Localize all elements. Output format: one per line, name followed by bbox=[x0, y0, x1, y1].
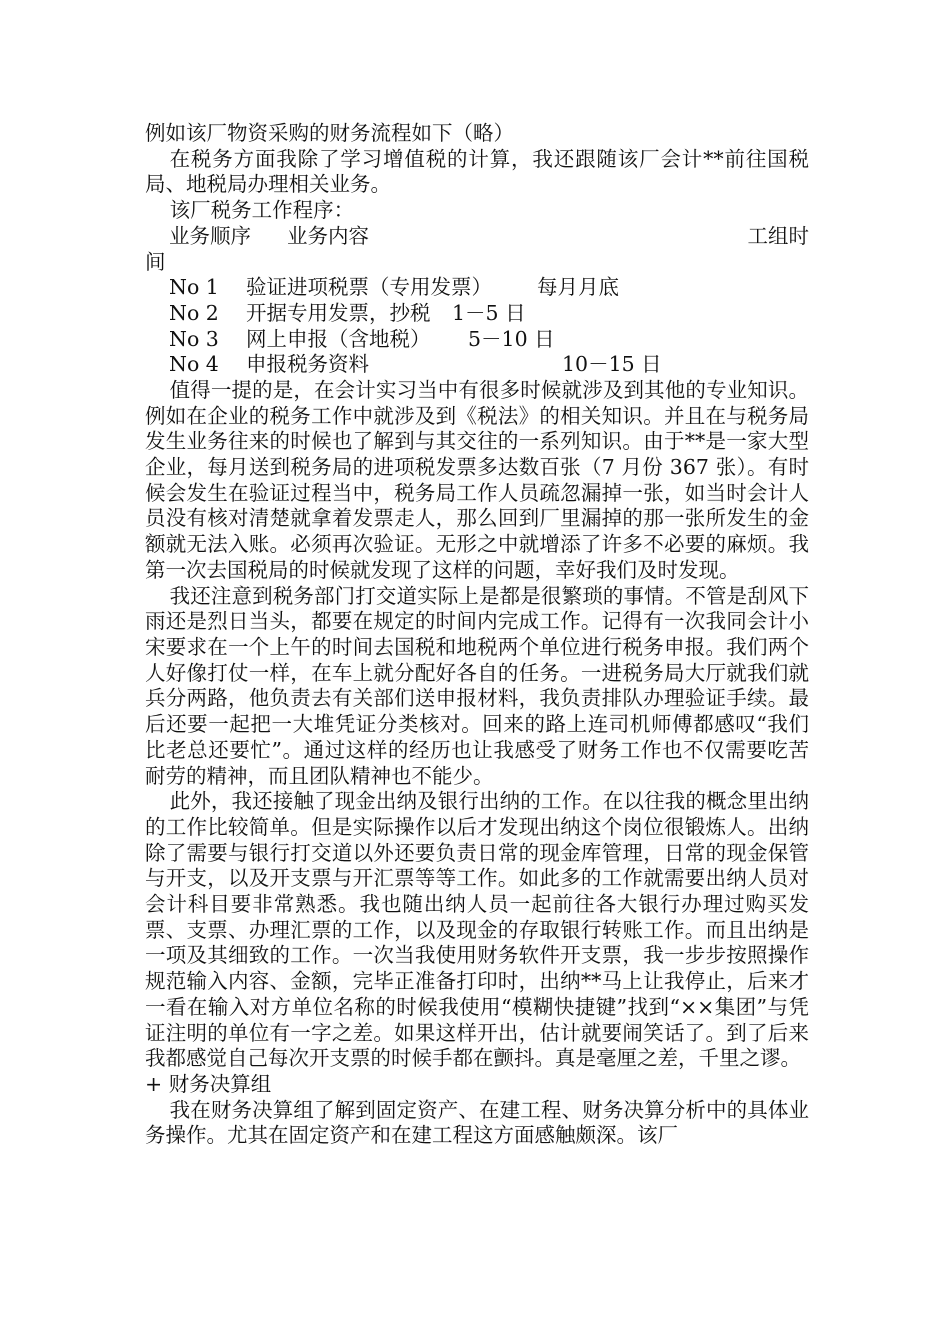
header-order: 业务顺序 bbox=[169, 223, 251, 248]
row-content: 开据专用发票，抄税 bbox=[246, 300, 431, 325]
row-no: No 2 bbox=[169, 300, 219, 325]
row-content: 网上申报（含地税） bbox=[246, 326, 431, 351]
row-no: No 4 bbox=[169, 352, 219, 377]
intro-line: 例如该厂物资采购的财务流程如下（略） bbox=[145, 121, 514, 145]
program-title: 该厂税务工作程序： bbox=[169, 198, 355, 223]
row-time: 每月月底 bbox=[537, 275, 619, 300]
table-row bbox=[145, 327, 809, 353]
body-paragraph: 此外，我还接触了现金出纳及银行出纳的工作。在以往我的概念里出纳的工作比较简单。但是实际操作以后才发现出纳这个岗位很锻炼人。出纳除了需要与银行打交道以外还要负责日常的现金库管理，日常的现金保管与开支，以及开支票与开汇票等等工作。如此多的工作就需要出纳人员对会计科目要非常熟悉。我也随出纳人员一起前往各大银行办理过购买发票、支票、办理汇票的工作，以及现金的存取银行转账工作。而且出纳是一项及其细致的工作。一次当我使用财务软件开支票，我一步步按照操作规范输入内容、金额，完毕正准备打印时，出纳**马上让我停止，后来才一看在输入对方单位名称的时候我使用“模糊快捷键”找到“××集团”与凭证注明的单位有一字之差。如果这样开出，估计就要闹笑话了。到了后来我都感觉自己每次开支票的时候手都在颤抖。真是毫厘之差，千里之谬。 bbox=[145, 789, 809, 1071]
row-no: No 1 bbox=[169, 275, 219, 300]
row-time: 5－10 日 bbox=[468, 326, 555, 351]
row-no: No 3 bbox=[169, 326, 219, 351]
header-time-wrap: 间 bbox=[145, 249, 166, 274]
header-content: 业务内容 bbox=[287, 223, 369, 248]
header-time: 工组时 bbox=[747, 223, 809, 248]
row-content: 申报税务资料 bbox=[246, 352, 369, 377]
body-paragraph: 我还注意到税务部门打交道实际上是都是很繁琐的事情。不管是刮风下雨还是烈日当头，都要在规定的时间内完成工作。记得有一次我同会计小宋要求在一个上午的时间去国税和地税两个单位进行税务申报。我们两个人好像打仗一样，在车上就分配好各自的任务。一进税务局大厅就我们就兵分两路，他负责去有关部们送申报材料，我负责排队办理验证手续。最后还要一起把一大堆凭证分类核对。回来的路上连司机师傅都感叹“我们比老总还要忙”。通过这样的经历也让我感受了财务工作也不仅需要吃苦耐劳的精神，而且团队精神也不能少。 bbox=[145, 583, 809, 788]
body-paragraph: 值得一提的是，在会计实习当中有很多时候就涉及到其他的专业知识。例如在企业的税务工作中就涉及到《税法》的相关知识。并且在与税务局发生业务往来的时候也了解到与其交往的一系列知识。由于**是一家大型企业，每月送到税务局的进项税发票多达数百张（7 月份 367 张）。有时候会发生在验证过程当中，税务局工作人员疏忽漏掉一张，如当时会计人员没有核对清楚就拿着发票走人，那么回到厂里漏掉的那一张所发生的金额就无法入账。必须再次验证。无形之中就增添了许多不必要的麻烦。我第一次去国税局的时候就发现了这样的问题，幸好我们及时发现。 bbox=[145, 377, 809, 582]
document-page bbox=[145, 121, 809, 1149]
table-row bbox=[145, 275, 809, 301]
section-heading: + 财务决算组 bbox=[145, 1071, 272, 1096]
row-time: 10－15 日 bbox=[562, 352, 662, 377]
tax-paragraph: 在税务方面我除了学习增值税的计算，我还跟随该厂会计**前往国税局、地税局办理相关业务。 bbox=[145, 146, 809, 197]
final-paragraph: 我在财务决算组了解到固定资产、在建工程、财务决算分析中的具体业务操作。尤其在固定资产和在建工程这方面感触颇深。该厂 bbox=[145, 1097, 809, 1148]
table-header bbox=[145, 224, 809, 275]
row-time: 1－5 日 bbox=[452, 300, 526, 325]
row-content: 验证进项税票（专用发票） bbox=[246, 275, 492, 300]
table-row bbox=[145, 301, 809, 327]
table-row bbox=[145, 352, 809, 378]
